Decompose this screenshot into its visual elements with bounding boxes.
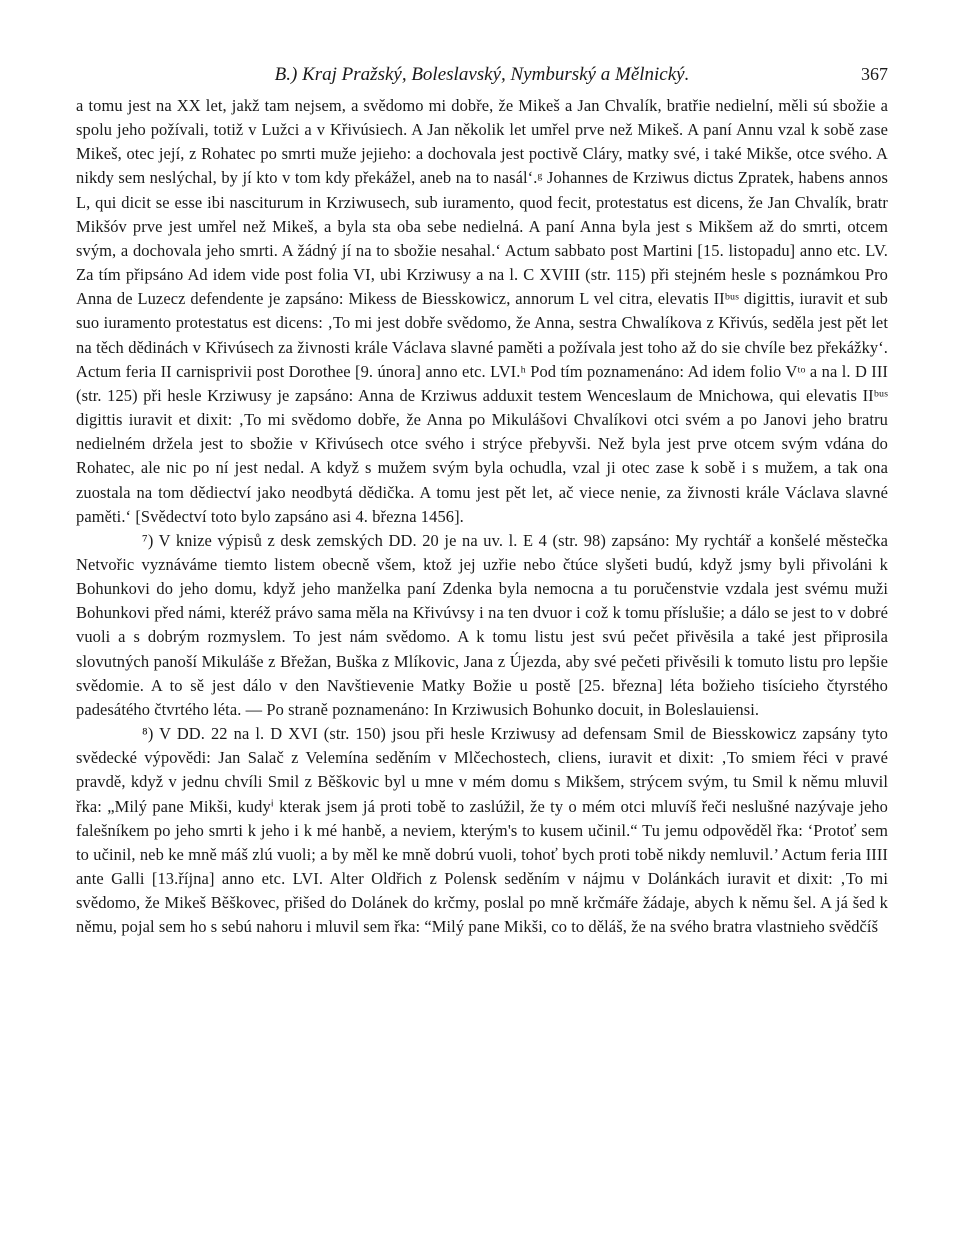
text-body: [76, 94, 888, 939]
footnote-7: ⁷) V knize výpisů z desk zemských DD. 20 je na uv. l. E 4 (str. 98) zapsáno: My rychtář a konšelé městečka Netvořic vyznáváme tiemto listem obecně všem, ktož jej uzřie nebo čtúce slyšeti budú, když jsmy byli přivoláni k Bohunkovi do jeho domu, když jeho manželka paní Zdenka byla nemocna a tu poručenstvie vzdala jest svému muži Bohunkovi před námi, kteréž právo sama měla na Křivúvsy i na ten dvuor i což k tomu příslušie; a dálo se jest to v dobré vuoli a s dobrým rozmyslem. To jest nám svědomo. A k tomu listu jest svú pečet přivěsila a také jest připrosila slovutných panoší Mikuláše z Břežan, Buška z Mlíkovic, Jana z Újezda, aby své pečeti přivěsili k tomuto listu pro lepšie svědomie. A to sě jest dálo v den Navštievenie Matky Božie u postě [25. března] léta božieho tisícieho čtyrstého padesátého čtvrtého léta. — Po straně poznamenáno: In Krziwusich Bohunko docuit, in Boleslauiensi.: [76, 530, 888, 719]
paragraph-continuation: a tomu jest na XX let, jakž tam nejsem, a svědomo mi dobře, že Mikeš a Jan Chvalík, bratřie nedielní, měli sú sbožie a spolu jeho požívali, totiž v Lužci a v Křivúsiech. A Jan několik let umřel prve než Mikeš. A paní Annu vzal k sobě zase Mikeš, otec její, z Rohatec po smrti muže jejieho: a dochovala jest poctivě Cláry, matky své, i také Mikše, otce svého. A nikdy sem neslýchal, by jí kto v tom kdy překážel, aneb na to nasál‘.ᵍ Johannes de Krziwus dictus Zpratek, habens annos L, qui dicit se esse ibi nasciturum in Krziwusech, sub iuramento, quod fecit, protestatus est dicens, že Jan Chvalík, bratr Mikšóv prve jest umřel než Mikeš, a byla sta oba sebe nedielná. A paní Anna byla jest s Mikšem až do smrti, otcem svým, a dochovala jeho smrti. A žádný jí na to sbožie nesahal.‘ Actum sabbato post Martini [15. listopadu] anno etc. LV. Za tím připsáno Ad idem vide post folia VI, ubi Krziwusy a na l. C XVIII (str. 115) při stejném hesle s poznámkou Pro Anna de Luzecz defendente je zapsáno: Mikess de Biesskowicz, annorum L vel citra, elevatis IIᵇᵘˢ digittis, iuravit et sub suo iuramento protestatus est dicens: ‚To mi jest dobře svědomo, že Anna, sestra Chwalíkova z Křivús, seděla jest pět let na těch dědinách v Křivúsech za živnosti krále Václava slavné paměti a požívala jest toho až do sie chvíle bez překážky‘. Actum feria II carnisprivii post Dorothee [9. února] anno etc. LVI.ʰ Pod tím poznamenáno: Ad idem folio Vᵗᵒ a na l. D III (str. 125) při hesle Krziwusy je zapsáno: Anna de Krziwus adduxit testem Wenceslaum de Mnichowa, qui elevatis IIᵇᵘˢ digittis iuravit et dixit: ‚To mi svědomo dobře, že Anna po Mikulášovi Chvalíkovi otci svém a po Janovi jeho bratru nedielném držela jest to sbožie v Křivúsech otce svého i strýce přebyvši. Než byla jest prve otcem svým vdána do Rohatec, ale nic po ní jest nedal. A když s mužem svým byla ochudla, vzal ji otec zase k sobě i s mužem, a tak ona zuostala na tom dědiectví jako neodbytá dědička. A tomu jest pět let, ač viece nenie, za živnosti krále Václava slavné paměti.‘ [Svědectví toto bylo zapsáno asi 4. března 1456].: [76, 96, 888, 526]
running-head: [76, 58, 888, 94]
page-number: 367: [861, 64, 888, 84]
running-title: B.) Kraj Pražský, Boleslavský, Nymburský a Mělnický.: [274, 64, 690, 85]
footnote-8: ⁸) V DD. 22 na l. D XVI (str. 150) jsou při hesle Krziwusy ad defensam Smil de Biesskowicz zapsány tyto svědecké výpovědi: Jan Salač z Velemína seděním v Mlčechostech, cliens, iuravit et dixit: ‚To smiem řéci v pravé pravdě, když v jednu chvíli Smil z Běškovic byl u mne v mém domu s Mikšem, strýcem svým, tu Smil k němu mluvil řka: „Milý pane Mikši, kudyⁱ kterak jsem já proti tobě to zaslúžil, že ty o mém otci mluvíš řeči neslušné nazývaje jeho falešníkem po jeho smrti k jeho i k mé hanbě, a neviem, kterým's to kusem učinil.“ Tu jemu odpověděl řka: ‘Protoť sem to učinil, neb ke mně máš zlú vuoli; a by měl ke mně dobrú vuoli, tohoť bych proti tobě nikdy nemluvil.’ Actum feria IIII ante Galli [13.října] anno etc. LVI. Alter Oldřich z Polensk seděním v nájmu v Dolánkách iuravit et dixit: ‚To mi svědomo, že Mikeš Běškovec, přišed do Dolánek do krčmy, poslal po mně krčmáře žádaje, abych k němu šel. A já šed k němu, pojal sem ho s sebú nahoru i mluvil sem řka: “Milý pane Mikši, co to děláš, že na svého bratra vlastnieho svědčíš: [76, 724, 888, 937]
page: [76, 58, 888, 939]
